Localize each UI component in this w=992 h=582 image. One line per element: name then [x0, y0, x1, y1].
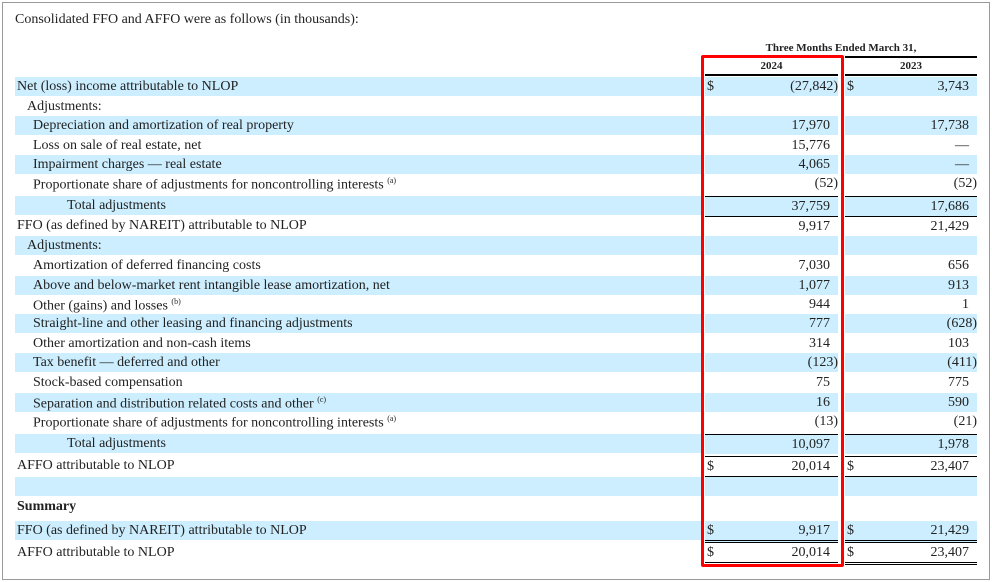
row-label: [33, 355, 220, 371]
row-label-text: Tax benefit — deferred and other: [33, 355, 220, 370]
value-2023-cell: [845, 276, 977, 295]
row-label: [33, 375, 183, 391]
year-2023-header: 2023: [900, 60, 922, 72]
row-label-text: Above and below-market rent intangible lease amortization, net: [33, 278, 390, 293]
row-label: [17, 218, 307, 234]
value: 913: [948, 278, 969, 293]
value-2023-cell: [845, 353, 977, 372]
row-label: [17, 499, 76, 515]
value: (27,842): [790, 79, 838, 94]
row-shade: [15, 497, 701, 516]
value: —: [955, 138, 969, 153]
footnote-ref: (b): [171, 297, 181, 306]
value: (52): [814, 176, 838, 191]
value: (628): [946, 316, 977, 331]
value-2023-cell: [845, 434, 977, 454]
row-label-text: AFFO attributable to NLOP: [17, 545, 175, 560]
value: (13): [814, 414, 838, 429]
value: 17,970: [791, 118, 830, 133]
row-label-text: Straight-line and other leasing and financing adjustments: [33, 316, 353, 331]
value: 944: [809, 297, 830, 312]
value: 1,978: [937, 437, 969, 452]
dollar-sign: $: [707, 523, 714, 538]
row-label: [33, 157, 222, 173]
row-label: [33, 278, 390, 294]
row-label: [33, 336, 251, 352]
value: 1,077: [798, 278, 830, 293]
dollar-sign: $: [847, 79, 854, 94]
row-label: [33, 297, 181, 315]
row-shade: [15, 97, 701, 116]
value: 75: [816, 375, 830, 390]
row-label: [27, 238, 102, 254]
value: 20,014: [791, 545, 830, 560]
row-label-text: Depreciation and amortization of real property: [33, 118, 294, 133]
row-label: [17, 458, 175, 474]
dollar-sign: $: [847, 459, 854, 474]
row-label-text: Separation and distribution related costs and other: [33, 396, 314, 412]
row-label-text: Other amortization and non-cash items: [33, 336, 251, 351]
value: 23,407: [930, 459, 969, 474]
value: (123): [807, 355, 838, 370]
row-label: [67, 198, 166, 214]
dollar-sign: $: [707, 545, 714, 560]
value-2023-cell: [845, 155, 977, 174]
value: 20,014: [791, 459, 830, 474]
value-2023-cell: [845, 196, 977, 216]
row-label-text: FFO (as defined by NAREIT) attributable to NLOP: [17, 523, 307, 538]
value-2023-cell: [845, 174, 977, 193]
header-rule: [845, 56, 977, 58]
intro-text: Consolidated FFO and AFFO were as follows (in thousands):: [15, 12, 359, 27]
value: (52): [953, 176, 977, 191]
row-label: [17, 79, 238, 95]
value-2023-cell: [845, 393, 977, 412]
value-2023-cell: [845, 216, 977, 236]
value-2023-cell: [845, 97, 977, 116]
row-label: [33, 316, 353, 332]
value-2023-cell: [845, 373, 977, 392]
row-label: [27, 99, 102, 115]
value: 7,030: [798, 258, 830, 273]
row-label-text: AFFO attributable to NLOP: [17, 458, 175, 473]
row-label-text: Proportionate share of adjustments for noncontrolling interests: [33, 177, 384, 193]
row-label-text: Adjustments:: [27, 238, 102, 253]
highlight-box-2024: [701, 55, 844, 567]
value-2023-cell: [845, 314, 977, 333]
value: 9,917: [798, 523, 830, 538]
value-2023-cell: [845, 236, 977, 255]
dollar-sign: $: [707, 459, 714, 474]
row-label-text: Total adjustments: [67, 436, 166, 451]
value-2023-cell: [845, 477, 977, 496]
value: 314: [809, 336, 830, 351]
value: 21,429: [930, 219, 969, 234]
row-label-text: Adjustments:: [27, 99, 102, 114]
row-label: [33, 395, 326, 413]
value: 775: [948, 375, 969, 390]
row-label-text: Proportionate share of adjustments for noncontrolling interests: [33, 415, 384, 431]
value: (21): [953, 414, 977, 429]
row-label-text: Summary: [17, 499, 77, 514]
value-2023-cell: [845, 136, 977, 155]
row-label: [67, 436, 166, 452]
dollar-sign: $: [847, 523, 854, 538]
row-label: [17, 545, 175, 561]
row-label: [33, 258, 261, 274]
value-2023-cell: [845, 116, 977, 135]
row-label-text: Stock-based compensation: [33, 375, 183, 390]
value: 1: [962, 297, 969, 312]
row-label-text: Total adjustments: [67, 198, 166, 213]
value: 9,917: [798, 219, 830, 234]
value: 103: [948, 336, 969, 351]
value: 37,759: [791, 199, 830, 214]
row-label-text: Loss on sale of real estate, net: [33, 138, 202, 153]
value: 16: [816, 395, 830, 410]
row-label-text: Amortization of deferred financing costs: [33, 258, 261, 273]
value: 17,686: [930, 199, 969, 214]
value: 17,738: [930, 118, 969, 133]
row-label: [33, 138, 201, 154]
row-label-text: Impairment charges — real estate: [33, 157, 222, 172]
value: 23,407: [930, 545, 969, 560]
period-header: Three Months Ended March 31,: [765, 42, 917, 54]
footnote-ref: (a): [387, 414, 397, 423]
value-2023-cell: [845, 77, 977, 96]
dollar-sign: $: [707, 79, 714, 94]
value: 15,776: [791, 138, 830, 153]
row-label: [17, 523, 307, 539]
header-rule: [845, 74, 977, 76]
value: 21,429: [930, 523, 969, 538]
value-2023-cell: [845, 256, 977, 275]
value: 3,743: [937, 79, 969, 94]
row-shade: [15, 477, 701, 496]
row-label: [33, 118, 294, 134]
value: (411): [947, 355, 977, 370]
value-2023-cell: [845, 543, 977, 565]
year-2024-header: 2024: [760, 60, 783, 72]
value: 777: [809, 316, 830, 331]
value: 656: [948, 258, 969, 273]
value-2023-cell: [845, 497, 977, 516]
row-label: [33, 176, 396, 194]
value-2023-cell: [845, 334, 977, 353]
value: 10,097: [791, 437, 830, 452]
footnote-ref: (a): [387, 176, 397, 185]
value-2023-cell: [845, 295, 977, 314]
value-2023-cell: [845, 412, 977, 431]
value-2023-cell: [845, 456, 977, 479]
row-label-text: FFO (as defined by NAREIT) attributable to NLOP: [17, 218, 307, 233]
value: —: [955, 157, 969, 172]
row-shade: [15, 236, 701, 255]
dollar-sign: $: [847, 545, 854, 560]
value: 590: [948, 395, 969, 410]
footnote-ref: (c): [317, 395, 327, 404]
row-label: [33, 414, 396, 432]
value-2023-cell: [845, 521, 977, 543]
row-label-text: Other (gains) and losses: [33, 298, 168, 314]
value: 4,065: [798, 157, 830, 172]
row-label-text: Net (loss) income attributable to NLOP: [17, 79, 239, 94]
